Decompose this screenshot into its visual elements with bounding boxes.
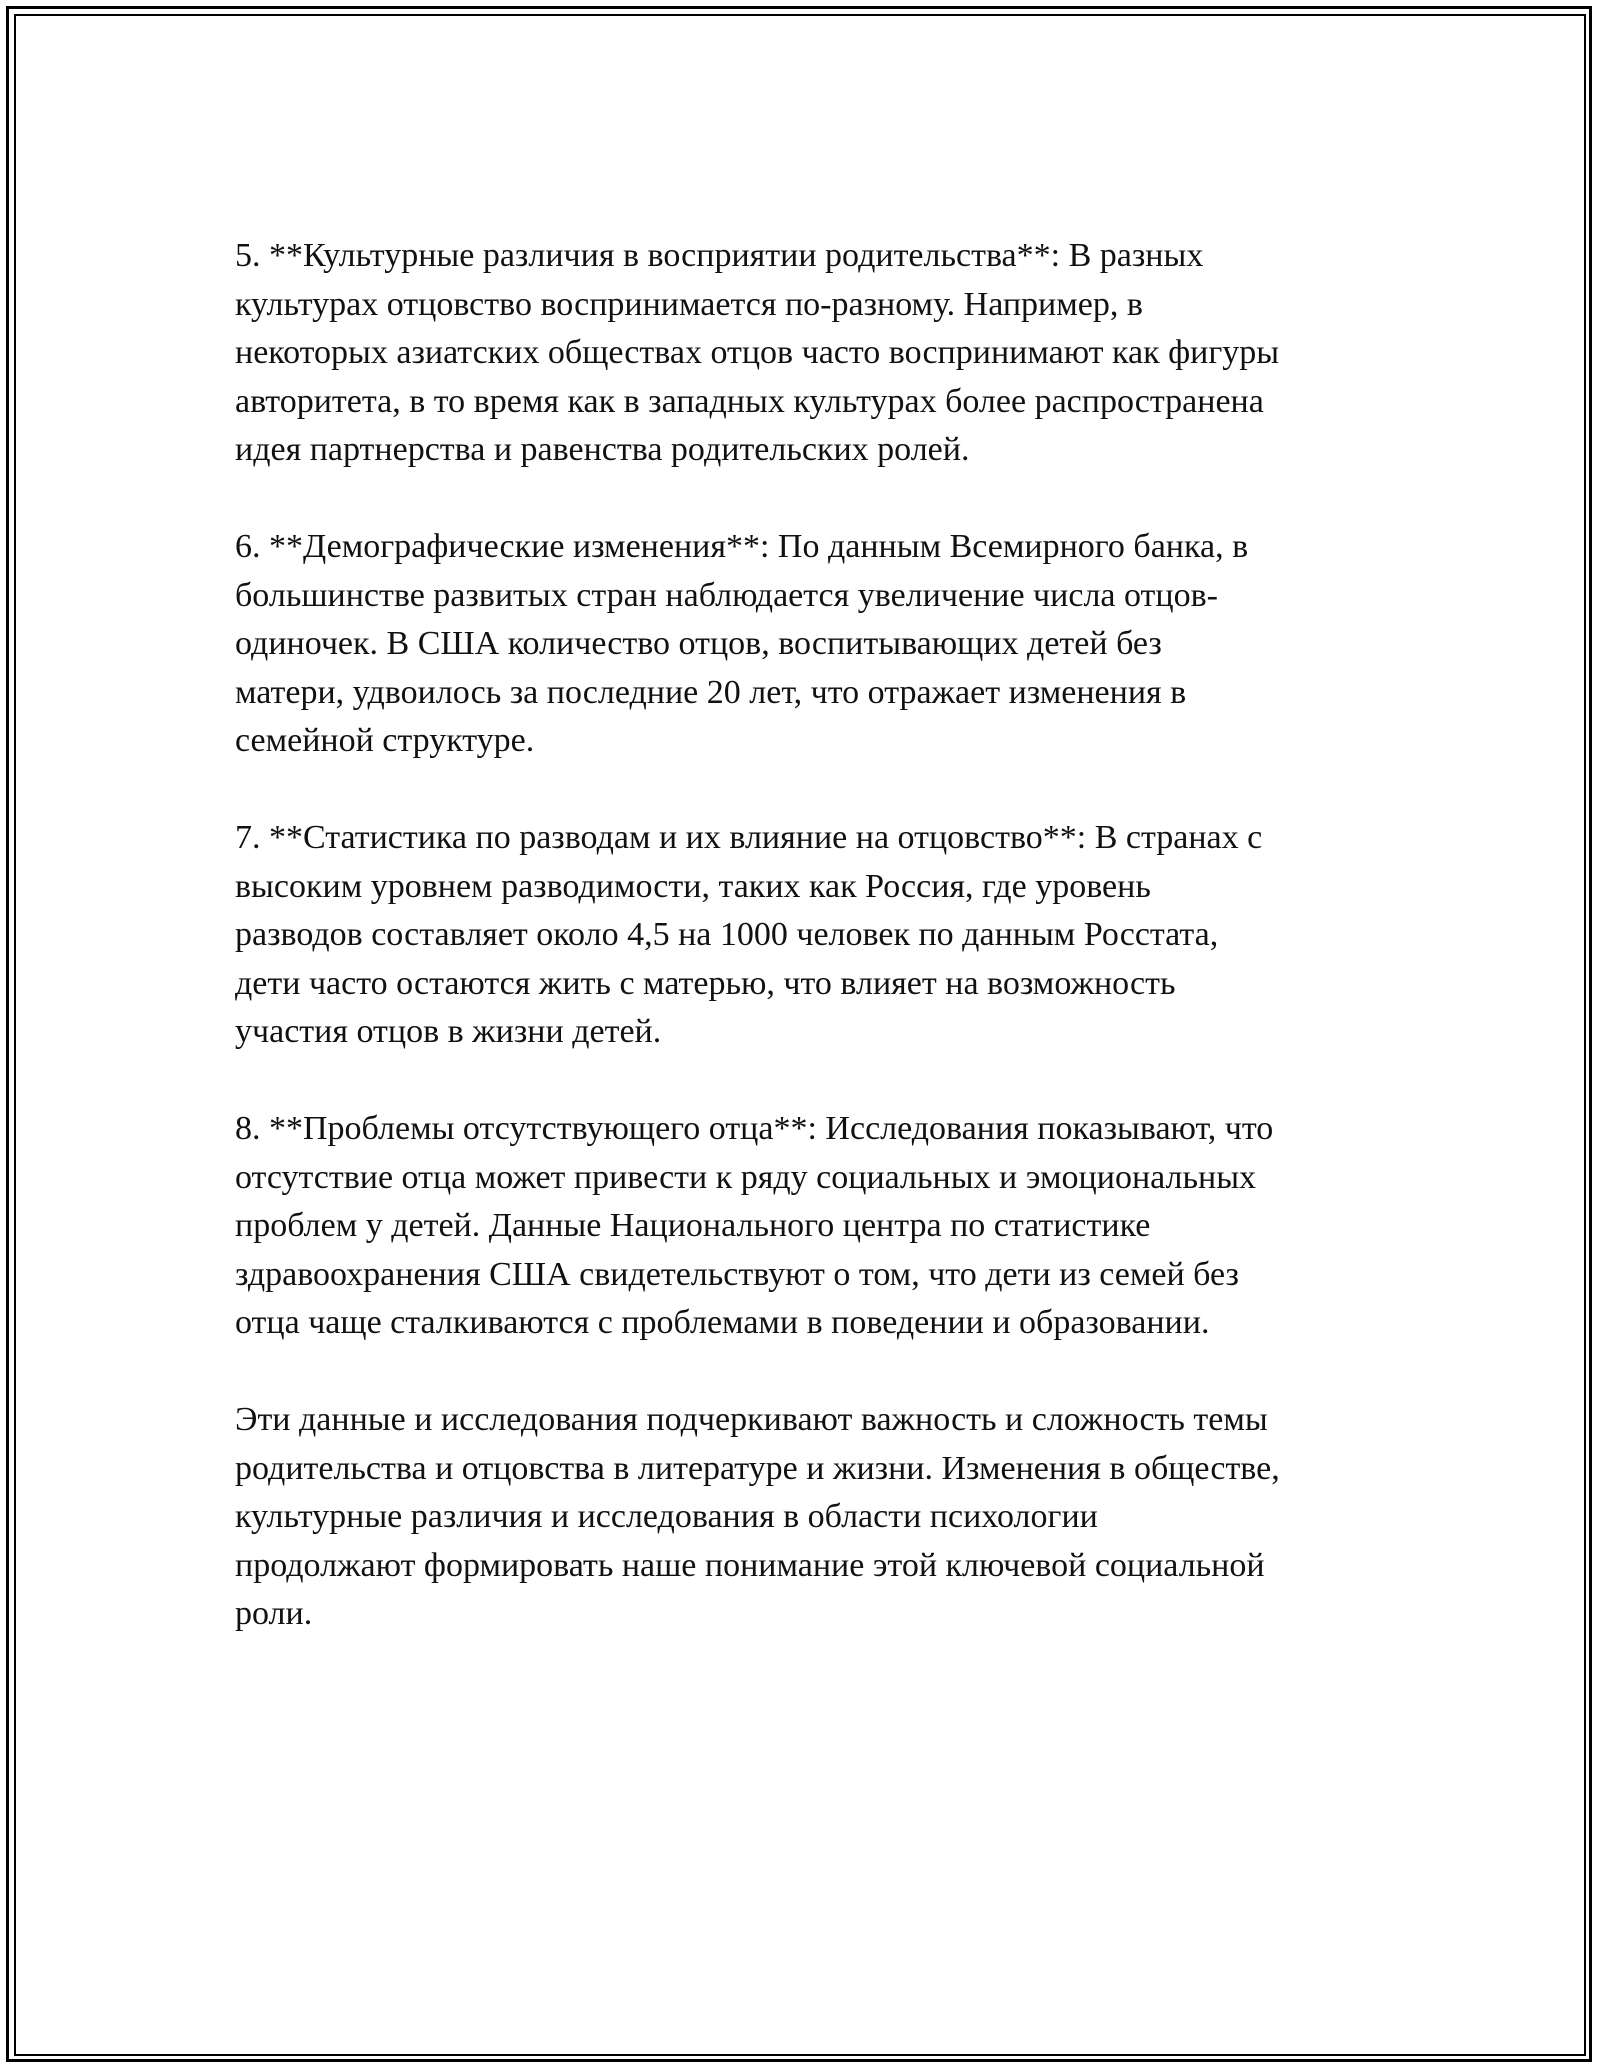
text-line: роли. — [235, 1595, 313, 1632]
text-line: авторитета, в то время как в западных культурах более распространена — [235, 382, 1264, 420]
paragraph-conclusion — [235, 1396, 1375, 1639]
text-line: некоторых азиатских обществах отцов часто воспринимают как фигуры — [235, 334, 1280, 371]
text-line: отца чаще сталкиваются с проблемами в поведении и образовании. — [235, 1304, 1210, 1341]
text-line: 7. **Статистика по разводам и их влияние на отцовство**: В странах с — [235, 819, 1263, 856]
text-line: проблем у детей. Данные Национального центра по статистике — [235, 1207, 1151, 1244]
text-line: идея партнерства и равенства родительских ролей. — [235, 431, 970, 468]
text-line: семейной структуре. — [235, 722, 535, 759]
text-line: разводов составляет около 4,5 на 1000 человек по данным Росстата, — [235, 916, 1219, 953]
text-line: высоким уровнем разводимости, таких как Россия, где уровень — [235, 867, 1151, 905]
paragraph-6-demographic-changes — [235, 523, 1375, 766]
text-line: культурах отцовство воспринимается по-разному. Например, в — [235, 285, 1143, 323]
text-line: здравоохранения США свидетельствуют о том, что дети из семей без — [235, 1255, 1239, 1293]
paragraph-5-cultural-differences — [235, 232, 1375, 475]
text-line: продолжают формировать наше понимание этой ключевой социальной — [235, 1546, 1265, 1584]
text-line: Эти данные и исследования подчеркивают важность и сложность темы — [235, 1401, 1268, 1438]
text-line: участия отцов в жизни детей. — [235, 1013, 662, 1050]
document-body — [235, 232, 1375, 1687]
text-line: одиночек. В США количество отцов, воспитывающих детей без — [235, 625, 1162, 662]
text-line: 6. **Демографические изменения**: По данным Всемирного банка, в — [235, 528, 1249, 565]
text-line: дети часто остаются жить с матерью, что влияет на возможность — [235, 964, 1176, 1002]
text-line: 5. **Культурные различия в восприятии родительства**: В разных — [235, 237, 1204, 274]
text-line: культурные различия и исследования в области психологии — [235, 1498, 1098, 1535]
text-line: 8. **Проблемы отсутствующего отца**: Исследования показывают, что — [235, 1110, 1274, 1147]
text-line: большинстве развитых стран наблюдается увеличение числа отцов- — [235, 576, 1218, 614]
text-line: матери, удвоилось за последние 20 лет, что отражает изменения в — [235, 673, 1187, 711]
paragraph-8-absent-father — [235, 1105, 1375, 1348]
text-line: родительства и отцовства в литературе и жизни. Изменения в обществе, — [235, 1449, 1280, 1487]
paragraph-7-divorce-statistics — [235, 814, 1375, 1057]
text-line: отсутствие отца может привести к ряду социальных и эмоциональных — [235, 1158, 1257, 1196]
